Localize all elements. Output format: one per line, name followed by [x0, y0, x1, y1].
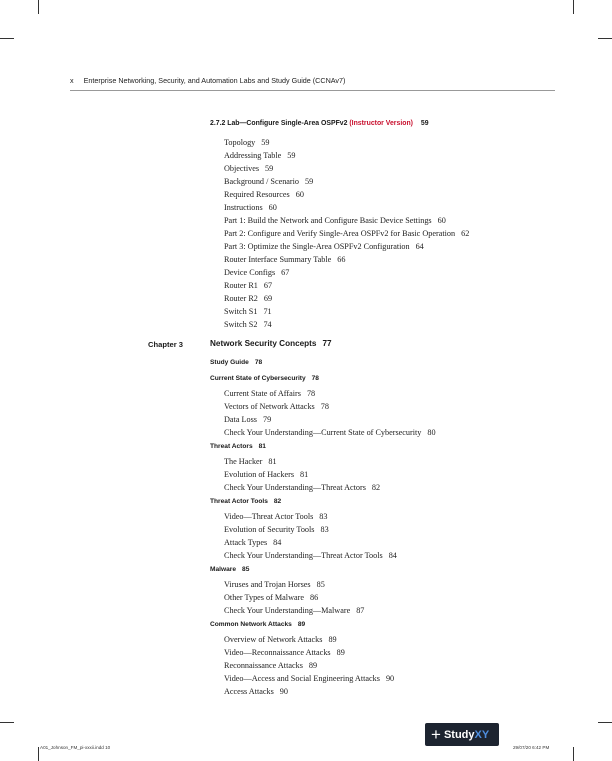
toc-entry-page: 78: [320, 402, 329, 411]
section-heading: [210, 494, 612, 510]
footer-timestamp: 29/07/20 6:42 PM: [513, 745, 550, 750]
toc-entry-page: 90: [279, 687, 288, 696]
toc-entry-page: 74: [263, 320, 272, 329]
toc-entry-title: Vectors of Network Attacks: [224, 402, 315, 411]
toc-entry-page: 82: [371, 483, 381, 492]
toc-entry: [224, 305, 612, 318]
chapter-page: 77: [322, 339, 332, 348]
toc-entry: [224, 201, 612, 214]
toc-entry-page: 71: [263, 307, 272, 316]
lab-page: 59: [420, 120, 429, 127]
toc-entry: [224, 227, 612, 240]
section-heading: [210, 617, 612, 633]
toc-entry: [224, 604, 612, 617]
toc-entry-title: Video—Threat Actor Tools: [224, 512, 314, 521]
section-heading: [210, 562, 612, 578]
toc-entry-title: Evolution of Security Tools: [224, 525, 315, 534]
toc-entry-title: Check Your Understanding—Threat Actor Tools: [224, 551, 383, 560]
toc-entry-page: 59: [305, 177, 314, 186]
section-page: 82: [273, 498, 282, 505]
toc-entry-page: 59: [287, 151, 296, 160]
chapter-title-line: [210, 339, 332, 348]
logo-word-study: Study: [443, 728, 475, 741]
toc-entry-page: 69: [263, 294, 273, 303]
toc-entry: [224, 387, 612, 400]
toc-entry-page: 80: [427, 428, 436, 437]
toc-entry-page: 66: [337, 255, 346, 264]
toc-entry-title: Attack Types: [224, 538, 268, 547]
toc-entry-page: 59: [261, 138, 270, 147]
toc-lab-heading: [210, 116, 612, 136]
toc-entry: [224, 253, 612, 266]
toc-entry-title: Reconnaissance Attacks: [224, 661, 303, 670]
toc-entry-title: Access Attacks: [224, 687, 274, 696]
toc-entry-title: Switch S1: [224, 307, 258, 316]
toc-entry-page: 86: [310, 593, 319, 602]
toc-entry-title: Viruses and Trojan Horses: [224, 580, 311, 589]
studyxy-logo: [425, 723, 499, 746]
toc-entry-page: 67: [281, 268, 290, 277]
toc-entry: [224, 455, 612, 468]
toc-entry: [224, 175, 612, 188]
toc-entry-title: Check Your Understanding—Current State of Cybersecurity: [224, 428, 422, 437]
toc-entry-title: Overview of Network Attacks: [224, 635, 323, 644]
toc-entry-title: Evolution of Hackers: [224, 470, 295, 479]
lab-items: [0, 136, 612, 331]
toc-entry-title: Topology: [224, 138, 256, 147]
toc-entry-title: Device Configs: [224, 268, 276, 277]
section-page: 89: [297, 621, 306, 628]
header-divider: [70, 90, 555, 91]
toc-entry: [224, 536, 612, 549]
toc-entry-page: 81: [300, 470, 309, 479]
section-page: 81: [258, 443, 266, 450]
toc-entry-title: The Hacker: [224, 457, 263, 466]
toc-entry-page: 90: [385, 674, 395, 683]
toc-entry-page: 60: [437, 216, 446, 225]
footer-file-info: A01_Johnson_FM_pi-xxxii.indd 10: [40, 745, 111, 750]
crop-mark: [38, 747, 39, 761]
plus-icon: +: [431, 724, 441, 744]
section-title: Malware: [210, 566, 237, 573]
running-header: [70, 76, 550, 85]
section-page: 85: [242, 566, 250, 573]
toc-entry-page: 78: [306, 389, 316, 398]
crop-mark: [0, 38, 14, 39]
crop-mark: [598, 38, 612, 39]
toc-entry-title: Current State of Affairs: [224, 389, 301, 398]
toc-entry-page: 64: [415, 242, 424, 251]
crop-mark: [573, 0, 574, 14]
toc-entry: [224, 292, 612, 305]
toc-entry-title: Instructions: [224, 203, 263, 212]
toc-entry-title: Check Your Understanding—Threat Actors: [224, 483, 366, 492]
toc-entry-page: 83: [320, 525, 329, 534]
toc-entry-title: Video—Reconnaissance Attacks: [224, 648, 331, 657]
crop-mark: [38, 0, 39, 14]
lab-title: 2.7.2 Lab—Configure Single-Area OSPFv2: [210, 120, 348, 127]
toc-entry-title: Router R1: [224, 281, 258, 290]
toc-entry-page: 62: [461, 229, 470, 238]
toc-entry: [224, 413, 612, 426]
crop-mark: [598, 722, 612, 723]
section-heading: [210, 439, 612, 455]
toc-entry-page: 89: [336, 648, 345, 657]
toc-entry: [224, 266, 612, 279]
toc-entry: [224, 468, 612, 481]
toc-entry-title: Data Loss: [224, 415, 257, 424]
toc-entry-page: 67: [263, 281, 273, 290]
toc-entry: [224, 136, 612, 149]
study-guide-page: 78: [254, 359, 263, 366]
toc-entry-page: 83: [319, 512, 328, 521]
toc-entry-page: 89: [308, 661, 318, 670]
toc-entry-title: Check Your Understanding—Malware: [224, 606, 351, 615]
toc-entry: [224, 162, 612, 175]
toc-entry-page: 60: [268, 203, 277, 212]
logo-word-xy: XY: [474, 728, 490, 741]
toc-entry: [224, 672, 612, 685]
section-heading: [210, 371, 612, 387]
toc-entry: [224, 481, 612, 494]
toc-entry-title: Part 2: Configure and Verify Single-Area OSPFv2 for Basic Operation: [224, 229, 456, 238]
toc-entry-title: Other Types of Malware: [224, 593, 304, 602]
crop-mark: [0, 722, 14, 723]
toc-entry: [224, 549, 612, 562]
toc-entry-title: Background / Scenario: [224, 177, 300, 186]
toc-entry: [224, 659, 612, 672]
toc-entry: [224, 646, 612, 659]
section-title: Common Network Attacks: [210, 621, 292, 628]
chapter-heading: [0, 337, 612, 355]
toc-entry: [224, 149, 612, 162]
toc-entry-page: 79: [262, 415, 272, 424]
toc-entry: [224, 279, 612, 292]
instructor-version-note: (Instructor Version): [349, 120, 413, 127]
toc-entry-title: Addressing Table: [224, 151, 282, 160]
running-title: Enterprise Networking, Security, and Automation Labs and Study Guide (CCNAv7): [83, 76, 346, 85]
toc-entry-title: Part 3: Optimize the Single-Area OSPFv2 Configuration: [224, 242, 410, 251]
toc-entry-page: 60: [295, 190, 304, 199]
section-title: Current State of Cybersecurity: [210, 375, 306, 382]
toc-entry: [224, 523, 612, 536]
toc-entry-page: 89: [328, 635, 337, 644]
toc-entry-title: Router R2: [224, 294, 258, 303]
page-number: x: [70, 76, 74, 85]
toc-entry-title: Required Resources: [224, 190, 290, 199]
toc-entry: [224, 318, 612, 331]
section-title: Threat Actors: [210, 443, 253, 450]
toc-entry: [224, 685, 612, 698]
toc-entry: [224, 510, 612, 523]
toc-entry-page: 87: [356, 606, 365, 615]
chapter-label: Chapter 3: [148, 340, 184, 349]
toc-entry: [224, 633, 612, 646]
crop-mark: [573, 747, 574, 761]
sections: [0, 371, 612, 698]
study-guide-heading: [210, 355, 612, 371]
table-of-contents: [0, 116, 612, 698]
toc-entry-title: Router Interface Summary Table: [224, 255, 332, 264]
study-guide-title: Study Guide: [210, 359, 249, 366]
toc-entry: [224, 591, 612, 604]
section-title: Threat Actor Tools: [210, 498, 268, 505]
section-page: 78: [311, 375, 319, 382]
toc-entry-page: 81: [268, 457, 277, 466]
toc-entry-page: 59: [265, 164, 274, 173]
toc-entry: [224, 240, 612, 253]
toc-entry-title: Part 1: Build the Network and Configure Basic Device Settings: [224, 216, 432, 225]
chapter-title: Network Security Concepts: [210, 339, 317, 348]
toc-entry: [224, 400, 612, 413]
toc-entry-page: 85: [316, 580, 325, 589]
toc-entry: [224, 426, 612, 439]
toc-entry: [224, 214, 612, 227]
toc-entry: [224, 578, 612, 591]
toc-entry-page: 84: [388, 551, 397, 560]
toc-entry-title: Objectives: [224, 164, 260, 173]
toc-entry: [224, 188, 612, 201]
toc-entry-title: Switch S2: [224, 320, 258, 329]
toc-entry-page: 84: [273, 538, 282, 547]
toc-entry-title: Video—Access and Social Engineering Attacks: [224, 674, 380, 683]
